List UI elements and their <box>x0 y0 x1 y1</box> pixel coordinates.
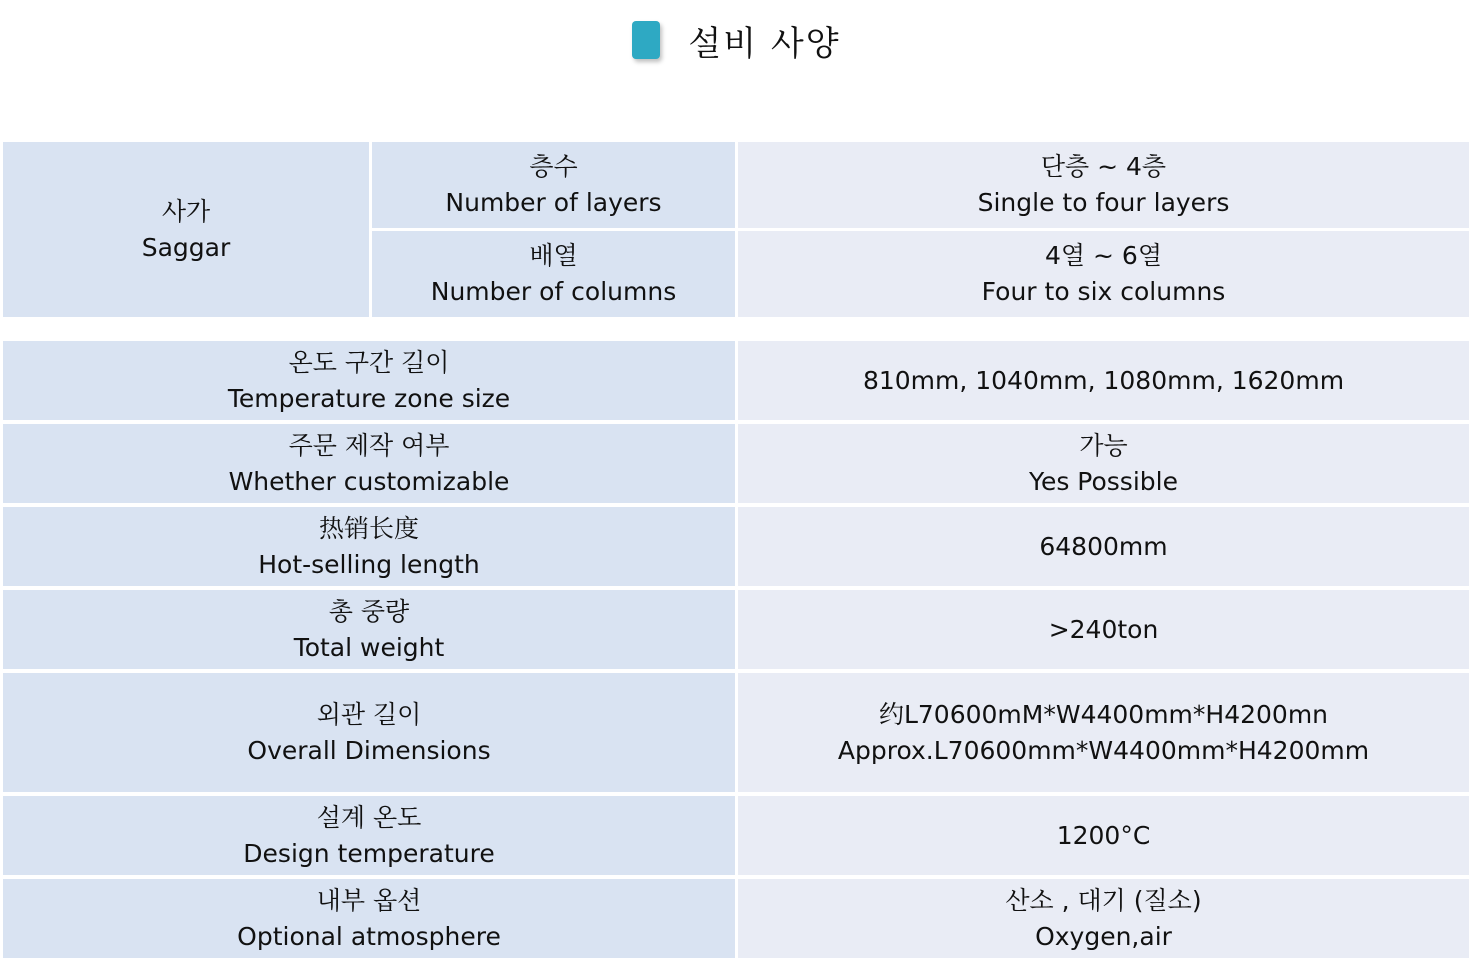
spec-label-en: Total weight <box>293 632 445 662</box>
layers-value-cell <box>738 142 1469 228</box>
spec-value-cell <box>738 673 1469 792</box>
spec-label-ko: 주문 제작 여부 <box>288 430 450 460</box>
spec-label-ko: 온도 구간 길이 <box>288 347 450 377</box>
spec-value-line1: 约L70600mM*W4400mm*H4200mn <box>878 699 1329 729</box>
spec-value-line1: 1200°C <box>1056 820 1151 850</box>
spec-label-cell <box>3 673 735 792</box>
saggar-label-cell <box>3 142 369 317</box>
spec-label-cell <box>3 507 735 586</box>
page-header <box>0 14 1473 66</box>
spec-value-cell <box>738 424 1469 503</box>
spec-value-cell <box>738 796 1469 875</box>
spec-value-cell <box>738 507 1469 586</box>
spec-label-ko: 설계 온도 <box>316 802 422 832</box>
spec-value-line2: Yes Possible <box>1029 466 1178 496</box>
spec-value-line2: Approx.L70600mm*W4400mm*H4200mm <box>837 735 1370 765</box>
spec-label-en: Whether customizable <box>228 466 510 496</box>
spec-label-ko: 热销长度 <box>318 513 419 543</box>
spec-label-cell <box>3 590 735 669</box>
layers-label-en: Number of layers <box>445 188 662 217</box>
spec-value-cell <box>738 879 1469 958</box>
spec-label-ko: 총 중량 <box>328 596 410 626</box>
spec-label-en: Design temperature <box>243 838 495 868</box>
spec-label-cell <box>3 796 735 875</box>
spec-value-cell <box>738 341 1469 420</box>
spec-label-ko: 내부 옵션 <box>316 885 422 915</box>
spec-value-line1: 가능 <box>1079 430 1128 460</box>
spec-label-cell <box>3 424 735 503</box>
layers-value-en: Single to four layers <box>977 188 1230 217</box>
columns-value-ko: 4열 ~ 6열 <box>1045 241 1162 270</box>
spec-label-en: Hot-selling length <box>258 549 480 579</box>
title-square-icon <box>632 21 660 59</box>
layers-label-ko: 층수 <box>529 152 578 181</box>
spec-value-line2: Oxygen,air <box>1035 921 1172 951</box>
columns-value-en: Four to six columns <box>981 277 1226 306</box>
spec-label-ko: 외관 길이 <box>316 699 422 729</box>
spec-value-line1: 산소 , 대기 (질소) <box>1005 885 1202 915</box>
layers-value-ko: 단층 ~ 4층 <box>1040 152 1167 181</box>
spec-label-en: Overall Dimensions <box>247 735 491 765</box>
spec-value-line1: >240ton <box>1048 614 1159 644</box>
spec-label-en: Optional atmosphere <box>237 921 501 951</box>
spec-label-cell <box>3 879 735 958</box>
page-title: 설비 사양 <box>688 23 841 64</box>
spec-label-en: Temperature zone size <box>227 383 511 413</box>
layers-label-cell <box>372 142 735 228</box>
spec-value-cell <box>738 590 1469 669</box>
saggar-label-en: Saggar <box>141 232 231 262</box>
columns-label-ko: 배열 <box>529 241 578 270</box>
columns-value-cell <box>738 231 1469 317</box>
saggar-label-ko: 사가 <box>161 196 211 226</box>
spec-value-line1: 810mm, 1040mm, 1080mm, 1620mm <box>862 365 1345 395</box>
columns-label-en: Number of columns <box>430 277 677 306</box>
spec-label-cell <box>3 341 735 420</box>
columns-label-cell <box>372 231 735 317</box>
spec-value-line1: 64800mm <box>1039 531 1168 561</box>
